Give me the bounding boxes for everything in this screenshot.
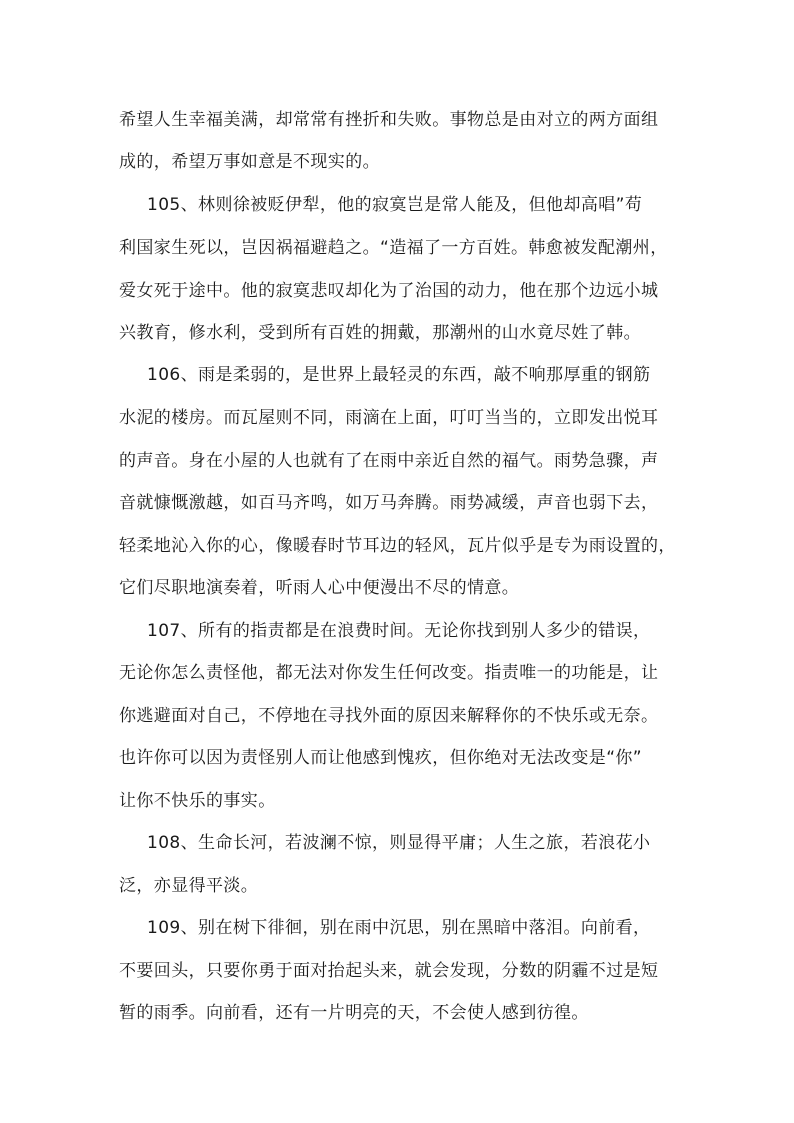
paragraph-106-start: 106、雨是柔弱的，是世界上最轻灵的东西，敲不响那厚重的钢筋 <box>147 365 651 385</box>
paragraph-107-start: 107、所有的指责都是在浪费时间。无论你找到别人多少的错误， <box>147 621 651 641</box>
text-line: 它们尽职地演奏着，听雨人心中便漫出不尽的情意。 <box>119 578 520 598</box>
text-line: 水泥的楼房。而瓦屋则不同，雨滴在上面，叮叮当当的，立即发出悦耳 <box>119 408 659 428</box>
text-line: 成的，希望万事如意是不现实的。 <box>119 152 380 172</box>
text-line: 无论你怎么责怪他，都无法对你发生任何改变。指责唯一的功能是，让 <box>119 663 659 683</box>
text-line: 不要回头，只要你勇于面对抬起头来，就会发现，分数的阴霾不过是短 <box>119 961 659 981</box>
text-line: 让你不快乐的事实。 <box>119 791 276 811</box>
text-line: 你逃避面对自己，不停地在寻找外面的原因来解释你的不快乐或无奈。 <box>119 706 659 726</box>
text-line: 也许你可以因为责怪别人而让他感到愧疚，但你绝对无法改变是“你” <box>119 748 643 768</box>
text-line: 轻柔地沁入你的心，像暖春时节耳边的轻风，瓦片似乎是专为雨设置的， <box>119 536 676 556</box>
text-line: 音就慷慨激越，如百马齐鸣，如万马奔腾。雨势减缓，声音也弱下去， <box>119 493 659 513</box>
text-line: 利国家生死以，岂因祸福避趋之。“造福了一方百姓。韩愈被发配潮州， <box>119 238 668 258</box>
paragraph-105-start: 105、林则徐被贬伊犁，他的寂寞岂是常人能及，但他却高唱”苟 <box>147 195 643 215</box>
paragraph-108-start: 108、生命长河，若波澜不惊，则显得平庸；人生之旅，若浪花小 <box>147 833 651 853</box>
text-line: 泛，亦显得平淡。 <box>119 876 259 896</box>
text-line: 希望人生幸福美满，却常常有挫折和失败。事物总是由对立的两方面组 <box>119 110 659 130</box>
text-line: 兴教育，修水利，受到所有百姓的拥戴，那潮州的山水竟尽姓了韩。 <box>119 323 641 343</box>
text-line: 的声音。身在小屋的人也就有了在雨中亲近自然的福气。雨势急骤，声 <box>119 451 659 471</box>
text-line: 暂的雨季。向前看，还有一片明亮的天，不会使人感到彷徨。 <box>119 1003 589 1023</box>
paragraph-109-start: 109、别在树下徘徊，别在雨中沉思，别在黑暗中落泪。向前看， <box>147 918 651 938</box>
text-line: 爱女死于途中。他的寂寞悲叹却化为了治国的动力，他在那个边远小城 <box>119 281 659 301</box>
